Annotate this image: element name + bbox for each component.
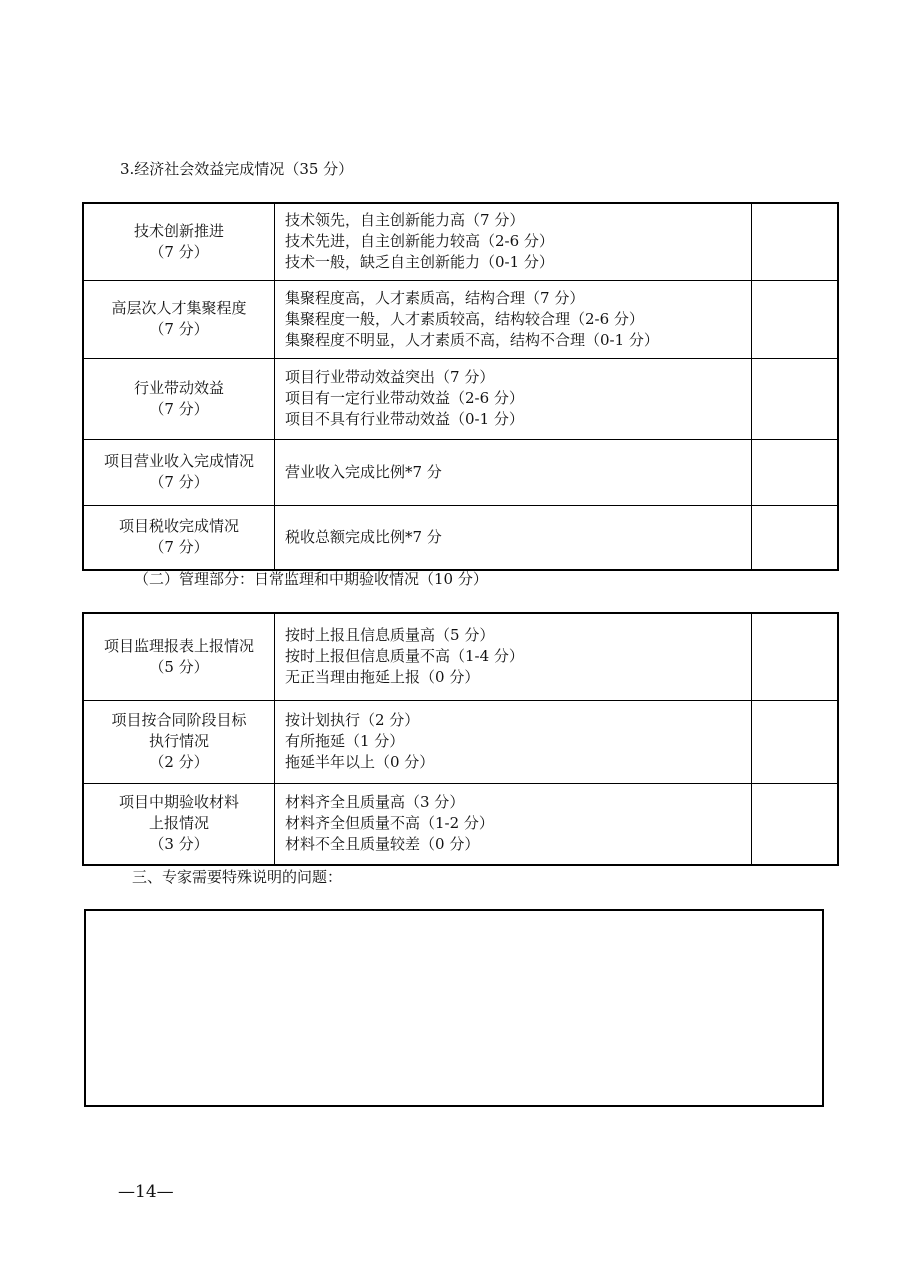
item-name: 项目营业收入完成情况 xyxy=(103,452,254,470)
table-row xyxy=(83,439,838,505)
table-row xyxy=(83,613,838,700)
item-name: 执行情况 xyxy=(148,732,209,750)
item-name: 上报情况 xyxy=(148,814,209,833)
criterion: 按时上报但信息质量不高（1-4 分） xyxy=(285,647,524,666)
item-name: 项目中期验收材料 xyxy=(118,793,239,812)
criterion: 拖延半年以上（0 分） xyxy=(285,753,435,771)
criteria-cell xyxy=(275,439,752,505)
special-notes-heading: 三、专家需要特殊说明的问题： xyxy=(132,868,343,886)
table-row xyxy=(83,280,838,358)
item-points: （7 分） xyxy=(149,538,209,557)
criteria-cell xyxy=(275,358,752,439)
score-input-cell[interactable] xyxy=(752,613,839,700)
item-name: 行业带动效益 xyxy=(133,378,224,397)
economic-benefit-table xyxy=(82,202,839,571)
item-points: （5 分） xyxy=(149,657,209,676)
item-cell xyxy=(83,613,275,700)
criteria-cell xyxy=(275,613,752,700)
criterion: 按时上报且信息质量高（5 分） xyxy=(285,626,495,645)
criterion: 营业收入完成比例*7 分 xyxy=(285,462,442,481)
score-input-cell[interactable] xyxy=(752,280,839,358)
criterion: 技术一般，缺乏自主创新能力（0-1 分） xyxy=(285,253,554,272)
criteria-cell xyxy=(275,203,752,280)
criterion: 按计划执行（2 分） xyxy=(285,711,420,729)
criterion: 无正当理由拖延上报（0 分） xyxy=(285,668,480,687)
item-cell xyxy=(83,203,275,280)
score-input-cell[interactable] xyxy=(752,700,839,783)
criterion: 技术领先，自主创新能力高（7 分） xyxy=(285,211,525,230)
item-name: 项目税收完成情况 xyxy=(118,517,239,536)
item-name: 项目监理报表上报情况 xyxy=(103,636,254,655)
score-input-cell[interactable] xyxy=(752,203,839,280)
criteria-cell xyxy=(275,280,752,358)
item-name: 高层次人才集聚程度 xyxy=(111,299,247,317)
criterion: 有所拖延（1 分） xyxy=(285,732,405,750)
score-input-cell[interactable] xyxy=(752,439,839,505)
item-points: （3 分） xyxy=(149,835,209,854)
management-heading: （二）管理部分：日常监理和中期验收情况（10 分） xyxy=(134,570,488,588)
score-input-cell[interactable] xyxy=(752,783,839,865)
criterion: 税收总额完成比例*7 分 xyxy=(285,527,442,546)
criterion: 材料齐全且质量高（3 分） xyxy=(285,793,465,812)
management-table xyxy=(82,612,839,866)
criterion: 集聚程度高，人才素质高，结构合理（7 分） xyxy=(285,288,585,307)
item-points: （7 分） xyxy=(149,320,209,338)
item-points: （7 分） xyxy=(149,399,209,418)
item-name: 技术创新推进 xyxy=(133,221,224,240)
criterion: 项目不具有行业带动效益（0-1 分） xyxy=(285,410,524,428)
table-row xyxy=(83,203,838,280)
criterion: 技术先进，自主创新能力较高（2-6 分） xyxy=(285,232,554,251)
criterion: 项目行业带动效益突出（7 分） xyxy=(285,368,495,386)
table-row xyxy=(83,505,838,570)
item-name: 项目按合同阶段目标 xyxy=(111,711,247,729)
score-input-cell[interactable] xyxy=(752,505,839,570)
criterion: 集聚程度不明显，人才素质不高，结构不合理（0-1 分） xyxy=(285,330,659,349)
criteria-cell xyxy=(275,783,752,865)
score-input-cell[interactable] xyxy=(752,358,839,439)
item-cell xyxy=(83,439,275,505)
section3-heading: 3.经济社会效益完成情况（35 分） xyxy=(120,160,354,178)
criterion: 材料齐全但质量不高（1-2 分） xyxy=(285,814,494,833)
table-row xyxy=(83,358,838,439)
criteria-cell xyxy=(275,700,752,783)
table-row xyxy=(83,783,838,865)
criteria-cell xyxy=(275,505,752,570)
item-cell xyxy=(83,358,275,439)
table-row xyxy=(83,700,838,783)
page-number: —14— xyxy=(118,1182,174,1202)
item-points: （7 分） xyxy=(149,242,209,261)
criterion: 项目有一定行业带动效益（2-6 分） xyxy=(285,389,524,407)
item-cell xyxy=(83,505,275,570)
criterion: 材料不全且质量较差（0 分） xyxy=(285,835,480,854)
special-notes-box[interactable] xyxy=(84,909,824,1107)
item-cell xyxy=(83,700,275,783)
item-cell xyxy=(83,280,275,358)
item-points: （7 分） xyxy=(149,473,209,491)
item-cell xyxy=(83,783,275,865)
criterion: 集聚程度一般，人才素质较高，结构较合理（2-6 分） xyxy=(285,309,644,328)
item-points: （2 分） xyxy=(149,753,209,771)
